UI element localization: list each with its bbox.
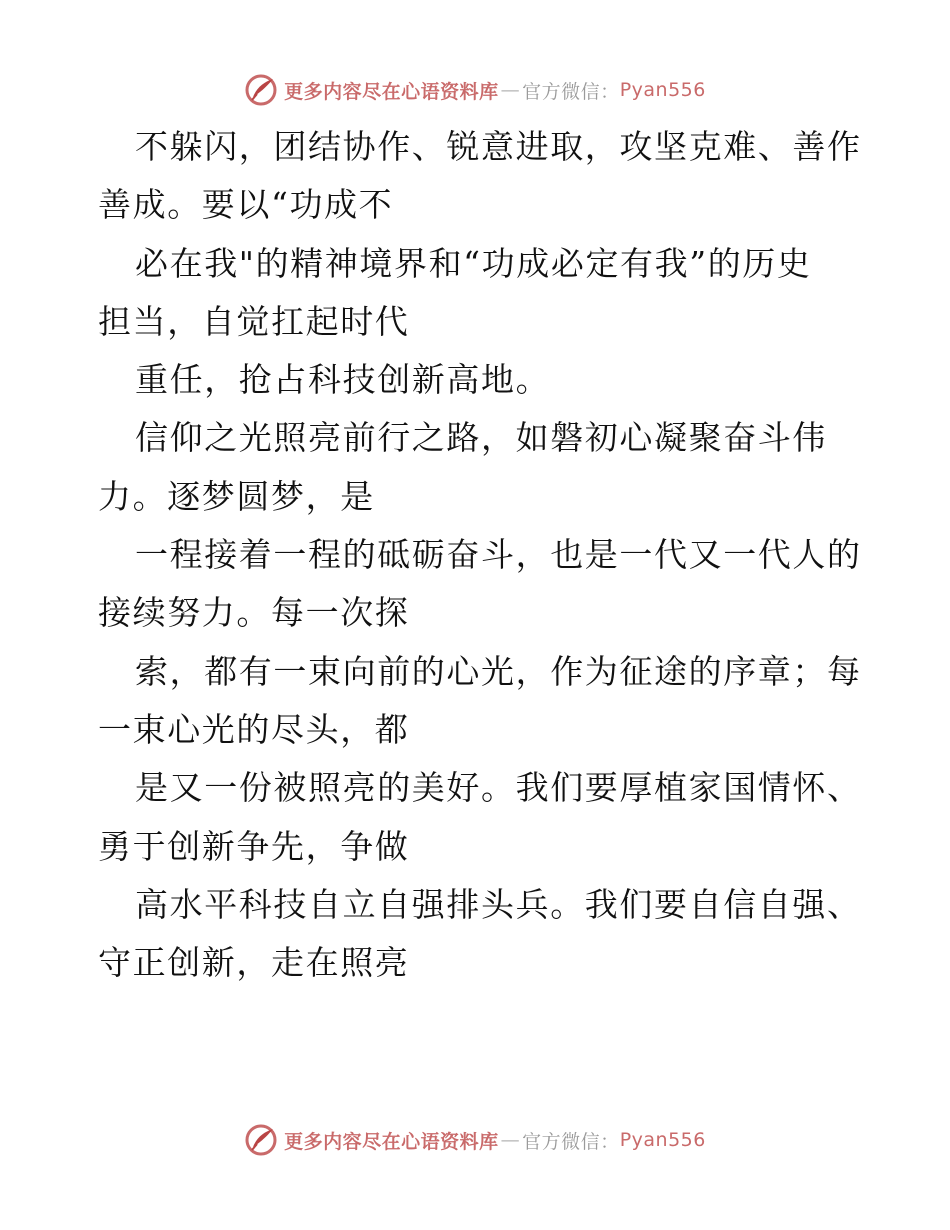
watermark-main-text: 更多内容尽在心语资料库: [284, 1130, 499, 1153]
watermark-dash: —: [500, 1129, 521, 1151]
quill-logo-icon: [244, 1123, 278, 1157]
text-line: 接续努力。每一次探: [98, 593, 410, 633]
text-line: 一程接着一程的砥砺奋斗，也是一代又一代人的: [135, 535, 862, 575]
watermark-wechat-id: Pyan556: [619, 79, 706, 101]
text-line: 信仰之光照亮前行之路，如磐初心凝聚奋斗伟: [135, 418, 827, 458]
text-line: 善成。要以“功成不: [98, 185, 394, 225]
watermark-wechat-label: 官方微信：: [522, 80, 620, 103]
text-line: 一束心光的尽头，都: [98, 709, 410, 749]
text-line: 勇于创新争先，争做: [98, 826, 410, 866]
text-line: 力。逐梦圆梦，是: [98, 476, 375, 516]
text-line: 是又一份被照亮的美好。我们要厚植家国情怀、: [135, 768, 862, 808]
watermark-dash: —: [500, 79, 521, 101]
text-line: 重任，抢占科技创新高地。: [135, 360, 551, 400]
text-line: 索，都有一束向前的心光，作为征途的序章；每: [135, 651, 862, 691]
text-line: 必在我"的精神境界和“功成必定有我”的历史: [135, 243, 812, 283]
document-body: [98, 118, 862, 992]
text-line: 高水平科技自立自强排头兵。我们要自信自强、: [135, 884, 862, 924]
header-watermark: [0, 70, 950, 110]
footer-watermark: [0, 1120, 950, 1160]
watermark-wechat-id: Pyan556: [619, 1129, 706, 1151]
quill-logo-icon: [244, 73, 278, 107]
text-line: 守正创新，走在照亮: [98, 943, 410, 983]
text-line: 担当，自觉扛起时代: [98, 301, 410, 341]
watermark-main-text: 更多内容尽在心语资料库: [284, 80, 499, 103]
watermark-wechat-label: 官方微信：: [522, 1130, 620, 1153]
text-line: 不躲闪，团结协作、锐意进取，攻坚克难、善作: [135, 127, 862, 166]
